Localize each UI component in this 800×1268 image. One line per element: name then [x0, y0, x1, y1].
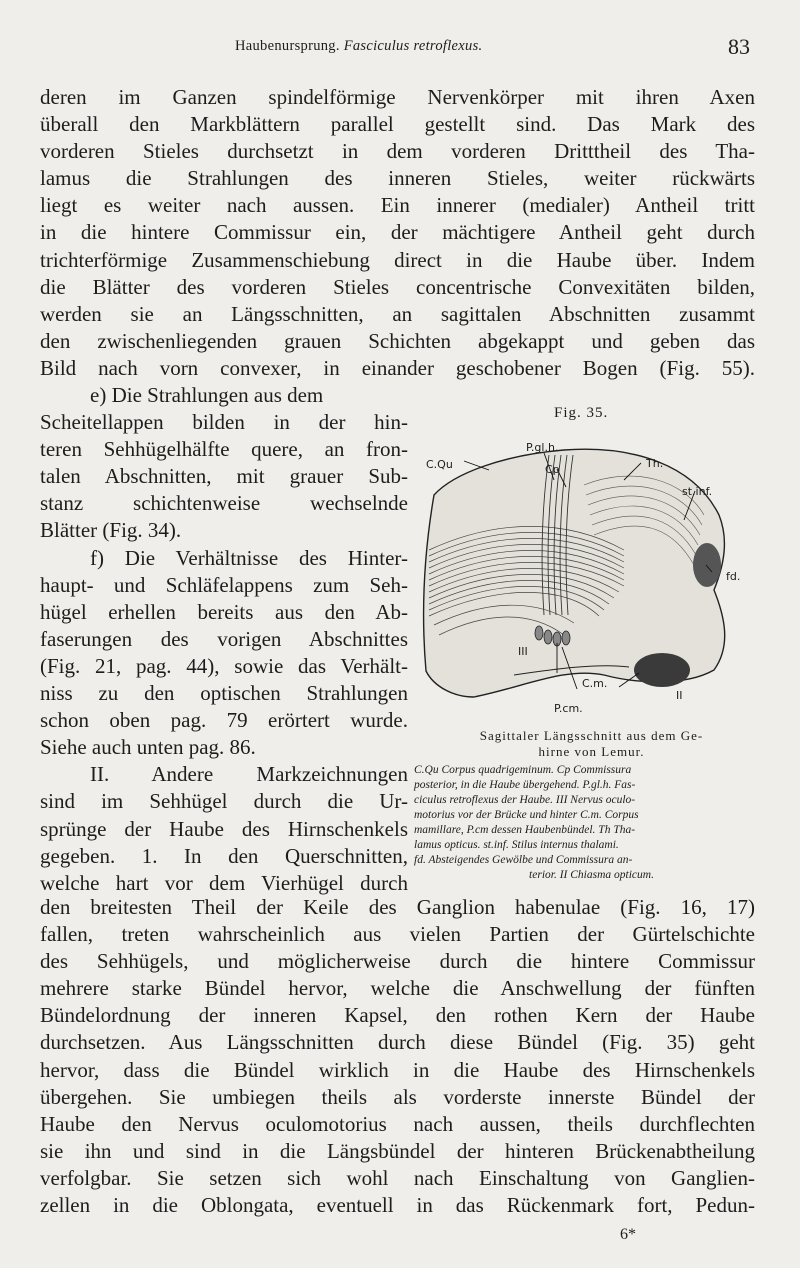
- label-pcm: P.cm.: [554, 702, 583, 715]
- text-line: mehrere starke Bündel hervor, welche die Anschwellung der fünften: [40, 976, 755, 1001]
- caption-line: motorius vor der Brücke und hinter C.m. Corpus: [414, 809, 639, 821]
- text-line: e) Die Strahlungen aus dem: [90, 383, 324, 407]
- text-line: talen Abschnitten, mit grauer Sub-: [40, 464, 408, 489]
- label-cp: Cp: [545, 463, 560, 476]
- text-line: durchsetzen. Aus Längsschnitten durch diese Bündel (Fig. 35) geht: [40, 1030, 755, 1055]
- text-line: in die hintere Commissur ein, der mächtigere Antheil geht durch: [40, 220, 755, 245]
- text-line: schon oben pag. 79 erörtert wurde.: [40, 708, 408, 733]
- running-title: [235, 38, 482, 55]
- text-line: stanz schichtenweise wechselnde: [40, 491, 408, 516]
- text-line: faserungen des vorigen Abschnittes: [40, 626, 408, 651]
- text-line: Bündelordnung der inneren Kapsel, den rothen Kern der Haube: [40, 1003, 755, 1028]
- caption-title-line: Sagittaler Längsschnitt aus dem Ge-: [479, 728, 704, 743]
- signature-mark: 6*: [620, 1226, 636, 1243]
- text-line: II. Andere Markzeichnungen: [90, 762, 408, 787]
- label-cm: C.m.: [582, 677, 608, 690]
- label-fd: fd.: [726, 570, 741, 583]
- text-line: Scheitellappen bilden in der hin-: [40, 410, 408, 435]
- text-line: sie ihn und sind in die Längsbündel der hinteren Brückenabtheilung: [40, 1138, 755, 1163]
- label-cqu: C.Qu: [426, 458, 453, 471]
- brain-section-illustration: [414, 425, 769, 725]
- text-line: fallen, treten wahrscheinlich aus vielen Partien der Gürtelschichte: [40, 922, 755, 947]
- text-line: niss zu den optischen Strahlungen: [40, 681, 408, 706]
- caption-line: posterior, in die Haube übergehend. P.gl.h. Fas-: [414, 779, 636, 791]
- text-line: welche hart vor dem Vierhügel durch: [40, 870, 408, 895]
- text-line: werden sie an Längsschnitten, an sagittalen Abschnitten zusammt: [40, 301, 755, 326]
- caption-line: mamillare, P.cm dessen Haubenbündel. Th Tha-: [414, 824, 636, 836]
- running-head: [0, 34, 800, 62]
- text-line: sind im Sehhügel durch die Ur-: [40, 789, 408, 814]
- caption-line: terior. II Chiasma opticum.: [529, 869, 654, 881]
- text-line: den breitesten Theil der Keile des Ganglion habenulae (Fig. 16, 17): [40, 895, 755, 919]
- page-number: 83: [728, 34, 750, 59]
- label-iii: III: [518, 645, 528, 658]
- text-line: übergehen. Sie umbiegen theils als vorderste innerste Bündel der: [40, 1084, 755, 1109]
- text-line: deren im Ganzen spindelförmige Nervenkörper mit ihren Axen: [40, 85, 755, 109]
- text-line: trichterförmige Zusammenschiebung direct in die Haube über. Indem: [40, 247, 755, 272]
- caption-line: lamus opticus. st.inf. Stilus internus thalami.: [414, 839, 619, 851]
- figure-number: Fig. 35.: [554, 405, 609, 421]
- label-ii: II: [676, 689, 683, 702]
- label-pglh: P.gl.h.: [526, 441, 559, 454]
- text-line: Haube den Nervus oculomotorius nach aussen, theils durchflechten: [40, 1111, 755, 1136]
- text-line: des Sehhügels, und möglicherweise durch die hintere Commissur: [40, 949, 755, 974]
- top-paragraph: [40, 84, 755, 382]
- text-line: liegt es weiter nach aussen. Ein innerer (medialer) Antheil tritt: [40, 193, 755, 218]
- text-line: hügel erhellen bereits aus den Ab-: [40, 599, 408, 624]
- text-line: zellen in die Oblongata, eventuell in das Rückenmark fort, Pedun-: [40, 1193, 755, 1218]
- label-stinf: st.inf.: [682, 485, 713, 498]
- text-line: haupt- und Schläfelappens zum Seh-: [40, 572, 408, 597]
- text-line: verfolgbar. Sie setzen sich wohl nach Einschaltung von Ganglien-: [40, 1165, 755, 1190]
- caption-line: C.Qu Corpus quadrigeminum. Cp Commissura: [414, 764, 632, 776]
- left-column: [40, 382, 408, 897]
- label-th: Th.: [646, 457, 664, 470]
- text-line: den zwischenliegenden grauen Schichten abgekappt und geben das: [40, 328, 755, 353]
- text-line: Blätter (Fig. 34).: [40, 518, 182, 543]
- text-line: überall den Markblättern parallel gestellt sind. Das Mark des: [40, 112, 755, 137]
- figure-caption-body: [414, 763, 769, 883]
- figure-caption-title: [414, 728, 769, 760]
- text-line: Siehe auch unten pag. 86.: [40, 735, 256, 760]
- text-line: f) Die Verhältnisse des Hinter-: [90, 545, 408, 570]
- text-line: vorderen Stieles durchsetzt in dem vorderen Dritttheil des Tha-: [40, 139, 755, 164]
- bottom-paragraph: [40, 894, 755, 1219]
- text-line: hervor, dass die Bündel wirklich in die Haube des Hirnschenkels: [40, 1057, 755, 1082]
- caption-line: ciculus retroflexus der Haube. III Nervus oculo-: [414, 794, 636, 806]
- running-title-left: Haubenursprung.: [235, 38, 340, 54]
- text-line: Bild nach vorn convexer, in einander geschobener Bogen (Fig. 55).: [40, 355, 755, 380]
- caption-title-line: hirne von Lemur.: [538, 744, 645, 759]
- text-line: (Fig. 21, pag. 44), sowie das Verhält-: [40, 653, 408, 678]
- text-line: teren Sehhügelhälfte quere, an fron-: [40, 437, 408, 462]
- running-title-right: Fasciculus retroflexus.: [343, 38, 483, 54]
- text-line: gegeben. 1. In den Querschnitten,: [40, 843, 408, 868]
- text-line: lamus die Strahlungen des inneren Stieles, weiter rückwärts: [40, 166, 755, 191]
- text-line: die Blätter des vorderen Stieles concentrische Convexitäten bilden,: [40, 274, 755, 299]
- text-line: sprünge der Haube des Hirnschenkels: [40, 816, 408, 841]
- caption-line: fd. Absteigendes Gewölbe und Commissura an-: [414, 854, 633, 866]
